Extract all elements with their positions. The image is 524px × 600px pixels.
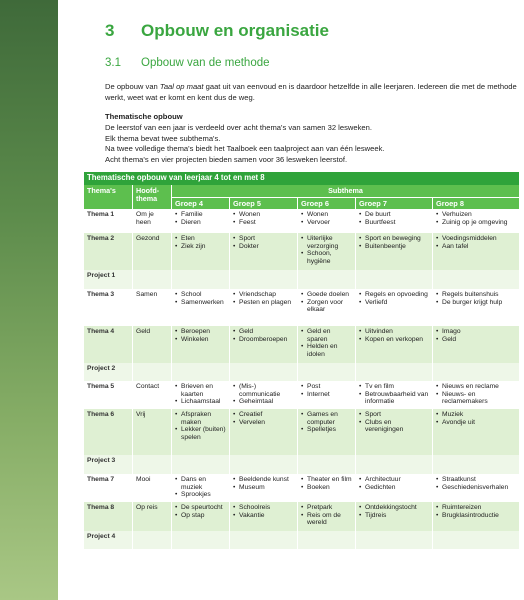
subtheme-cell [433,289,520,326]
table-row [84,474,520,502]
row-label: Project 2 [84,363,133,381]
main-theme: Gezond [133,233,172,270]
subtheme-cell [433,233,520,270]
subtheme-item: • Ontdekkingstocht [359,504,429,512]
empty-cell [433,455,520,474]
subtheme-item: • School [175,291,226,299]
subtheme-item: • Uitvinden [359,328,429,336]
subtheme-item: • Droomberoepen [233,336,294,344]
subtheme-cell [356,233,433,270]
subtheme-item: • Verhuizen [436,211,516,219]
intro-text-before: De opbouw van [105,82,160,91]
subtheme-item: • Familie [175,211,226,219]
subtheme-item: • Helden en idolen [301,343,352,358]
subtheme-cell [172,289,230,326]
subtheme-item: • Eten [175,235,226,243]
subtheme-cell [230,289,298,326]
subtheme-item: • Schoolreis [233,504,294,512]
subtheme-item: • Regels en opvoeding [359,291,429,299]
subtheme-cell [356,326,433,363]
subtheme-item: • Lichaamstaal [175,398,226,406]
table-title: Thematische opbouw van leerjaar 4 tot en met 8 [84,172,520,185]
header-themas: Thema's [84,185,133,209]
subtheme-item: • Verliefd [359,299,429,307]
subtheme-item: • Ruimtereizen [436,504,516,512]
header-subthema: Subthema [172,185,520,197]
empty-cell [433,363,520,381]
subtheme-cell [298,289,356,326]
header-group: Groep 7 [356,197,433,209]
subtheme-item: • Imago [436,328,516,336]
thematische-opbouw-table [83,172,520,549]
subtheme-item: • Geheimtaal [233,398,294,406]
subtheme-cell [433,502,520,531]
subtheme-item: • Tijdreis [359,512,429,520]
subtheme-item: • Beroepen [175,328,226,336]
row-label: Thema 5 [84,381,133,409]
subtheme-item: • Nieuws- en reclamemakers [436,391,516,406]
empty-cell [356,270,433,289]
subtheme-item: • Spelletjes [301,426,352,434]
row-label: Thema 6 [84,409,133,455]
subtheme-item: • Wonen [233,211,294,219]
subtheme-cell [433,381,520,409]
subtheme-cell [172,209,230,233]
subtheme-item: • Vervoer [301,219,352,227]
row-label: Project 3 [84,455,133,474]
empty-cell [172,270,230,289]
main-theme: Mooi [133,474,172,502]
subtheme-cell [356,381,433,409]
subtheme-item: • Sport [359,411,429,419]
subtheme-cell [230,409,298,455]
subtheme-item: • Games en computer [301,411,352,426]
subtheme-item: • Schoon, hygiëne [301,250,352,265]
subtheme-item: • Buurtfeest [359,219,429,227]
empty-cell [230,531,298,549]
header-group: Groep 6 [298,197,356,209]
subtheme-item: • Gedichten [359,484,429,492]
subtheme-item: • De burger krijgt hulp [436,299,516,307]
empty-cell [133,363,172,381]
subtheme-cell [356,209,433,233]
main-theme: Om je heen [133,209,172,233]
subtheme-cell [298,326,356,363]
subtheme-item: • Vakantie [233,512,294,520]
subtheme-item: • Muziek [436,411,516,419]
subtheme-item: • Zorgen voor elkaar [301,299,352,314]
subtheme-item: • Voedingsmiddelen [436,235,516,243]
subtheme-item: • Dokter [233,243,294,251]
project-row [84,363,520,381]
empty-cell [433,531,520,549]
subtheme-item: • Aan tafel [436,243,516,251]
thematische-heading: Thematische opbouw [105,112,183,121]
empty-cell [133,531,172,549]
table-header-row [84,185,520,197]
subtheme-item: • Creatief [233,411,294,419]
empty-cell [133,270,172,289]
header-group: Groep 4 [172,197,230,209]
subtheme-item: • Lekker (buiten) spelen [175,426,226,441]
empty-cell [172,531,230,549]
subtheme-item: • Sprookjes [175,491,226,499]
subtheme-item: • Betrouwbaarheid van informatie [359,391,429,406]
row-label: Project 4 [84,531,133,549]
subtheme-item: • De speurtocht [175,504,226,512]
subtheme-item: • Zuinig op je omgeving [436,219,516,227]
subtheme-item: • Avondje uit [436,419,516,427]
row-label: Thema 8 [84,502,133,531]
empty-cell [298,531,356,549]
row-label: Project 1 [84,270,133,289]
subtheme-item: • Geld en sparen [301,328,352,343]
section-number: 3.1 [105,57,121,69]
subtheme-cell [433,474,520,502]
subtheme-item: • De buurt [359,211,429,219]
subtheme-item: • Dieren [175,219,226,227]
subtheme-cell [172,326,230,363]
thematische-line: De leerstof van een jaar is verdeeld over acht thema's van samen 32 lesweken. [105,123,372,132]
table-row [84,409,520,455]
subtheme-cell [356,502,433,531]
header-group: Groep 5 [230,197,298,209]
project-row [84,455,520,474]
subtheme-cell [433,209,520,233]
subtheme-item: • Straatkunst [436,476,516,484]
subtheme-item: • Wonen [301,211,352,219]
subtheme-cell [433,409,520,455]
subtheme-cell [298,381,356,409]
subtheme-item: • Buitenbeentje [359,243,429,251]
empty-cell [133,455,172,474]
subtheme-cell [172,381,230,409]
subtheme-item: • Pretpark [301,504,352,512]
intro-text-after: gaat uit van eenvoud en is daardoor hetzelfde in alle leerjaren. Iedereen die met de methode werkt, weet wat er komt en kent dus de weg. [105,82,517,102]
subtheme-item: • Op stap [175,512,226,520]
table-row [84,233,520,270]
header-group: Groep 8 [433,197,520,209]
subtheme-item: • Brugklasintroductie [436,512,516,520]
subtheme-item: • Beeldende kunst [233,476,294,484]
subtheme-item: • Sport [233,235,294,243]
chapter-heading [105,21,329,41]
subtheme-item: • Dans en muziek [175,476,226,491]
thematische-line: Elk thema bevat twee subthema's. [105,133,221,143]
subtheme-item: • Uiterlijke verzorging [301,235,352,250]
subtheme-item: • Clubs en verenigingen [359,419,429,434]
row-label: Thema 2 [84,233,133,270]
subtheme-cell [298,409,356,455]
table-row [84,209,520,233]
table-row [84,289,520,326]
subtheme-item: • Brieven en kaarten [175,383,226,398]
empty-cell [298,455,356,474]
row-label: Thema 3 [84,289,133,326]
subtheme-item: • Afspraken maken [175,411,226,426]
section-title: Opbouw van de methode [141,57,270,69]
subtheme-cell [298,209,356,233]
row-label: Thema 4 [84,326,133,363]
chapter-title: Opbouw en organisatie [141,21,329,40]
subtheme-item: • Tv en film [359,383,429,391]
subtheme-item: • Kopen en verkopen [359,336,429,344]
subtheme-cell [356,409,433,455]
subtheme-item: • Nieuws en reclame [436,383,516,391]
empty-cell [433,270,520,289]
subtheme-item: • Boeken [301,484,352,492]
subtheme-item: • Theater en film [301,476,352,484]
subtheme-cell [230,381,298,409]
header-hoofdthema: Hoofd- thema [133,185,172,209]
subtheme-item: • Vervelen [233,419,294,427]
main-theme: Contact [133,381,172,409]
empty-cell [230,455,298,474]
subtheme-cell [356,474,433,502]
thematische-line: Acht thema's en vier projecten bieden samen voor 36 lesweken leerstof. [105,154,348,164]
main-theme: Samen [133,289,172,326]
empty-cell [298,363,356,381]
section-heading [105,57,270,69]
subtheme-cell [172,233,230,270]
empty-cell [356,531,433,549]
subtheme-item: • Museum [233,484,294,492]
subtheme-item: • Feest [233,219,294,227]
intro-paragraph [105,82,524,103]
empty-cell [356,363,433,381]
empty-cell [356,455,433,474]
empty-cell [172,455,230,474]
main-theme: Vrij [133,409,172,455]
subtheme-item: • Geld [436,336,516,344]
subtheme-item: • Reis om de wereld [301,512,352,527]
row-label: Thema 1 [84,209,133,233]
table-row [84,381,520,409]
empty-cell [298,270,356,289]
chapter-number: 3 [105,21,115,40]
subtheme-item: • Internet [301,391,352,399]
subtheme-item: • Samenwerken [175,299,226,307]
subtheme-cell [172,502,230,531]
table-title-row [84,172,520,185]
table-row [84,502,520,531]
empty-cell [230,363,298,381]
thematische-paragraph [105,123,524,165]
subtheme-item: • Ziek zijn [175,243,226,251]
subtheme-item: • Architectuur [359,476,429,484]
subtheme-cell [356,289,433,326]
empty-cell [172,363,230,381]
subtheme-item: • Pesten en plagen [233,299,294,307]
subtheme-item: • Winkelen [175,336,226,344]
subtheme-cell [433,326,520,363]
row-label: Thema 7 [84,474,133,502]
main-theme: Geld [133,326,172,363]
project-row [84,270,520,289]
subtheme-item: • Geschiedenisverhalen [436,484,516,492]
subtheme-item: • (Mis-) communicatie [233,383,294,398]
subtheme-item: • Goede doelen [301,291,352,299]
subtheme-cell [298,474,356,502]
decorative-green-sidebar [0,0,58,600]
subtheme-cell [172,474,230,502]
subtheme-cell [230,474,298,502]
subtheme-item: • Regels buitenshuis [436,291,516,299]
subtheme-cell [172,409,230,455]
subtheme-item: • Post [301,383,352,391]
empty-cell [230,270,298,289]
project-row [84,531,520,549]
subtheme-item: • Sport en beweging [359,235,429,243]
subtheme-cell [298,233,356,270]
subtheme-item: • Geld [233,328,294,336]
subtheme-cell [298,502,356,531]
thematische-line: Na twee volledige thema's biedt het Taalboek een taalproject aan van één lesweek. [105,144,385,153]
table-row [84,326,520,363]
subtheme-cell [230,233,298,270]
main-theme: Op reis [133,502,172,531]
subtheme-cell [230,502,298,531]
method-title: Taal op maat [159,82,204,91]
subtheme-item: • Vriendschap [233,291,294,299]
subtheme-cell [230,326,298,363]
subtheme-cell [230,209,298,233]
